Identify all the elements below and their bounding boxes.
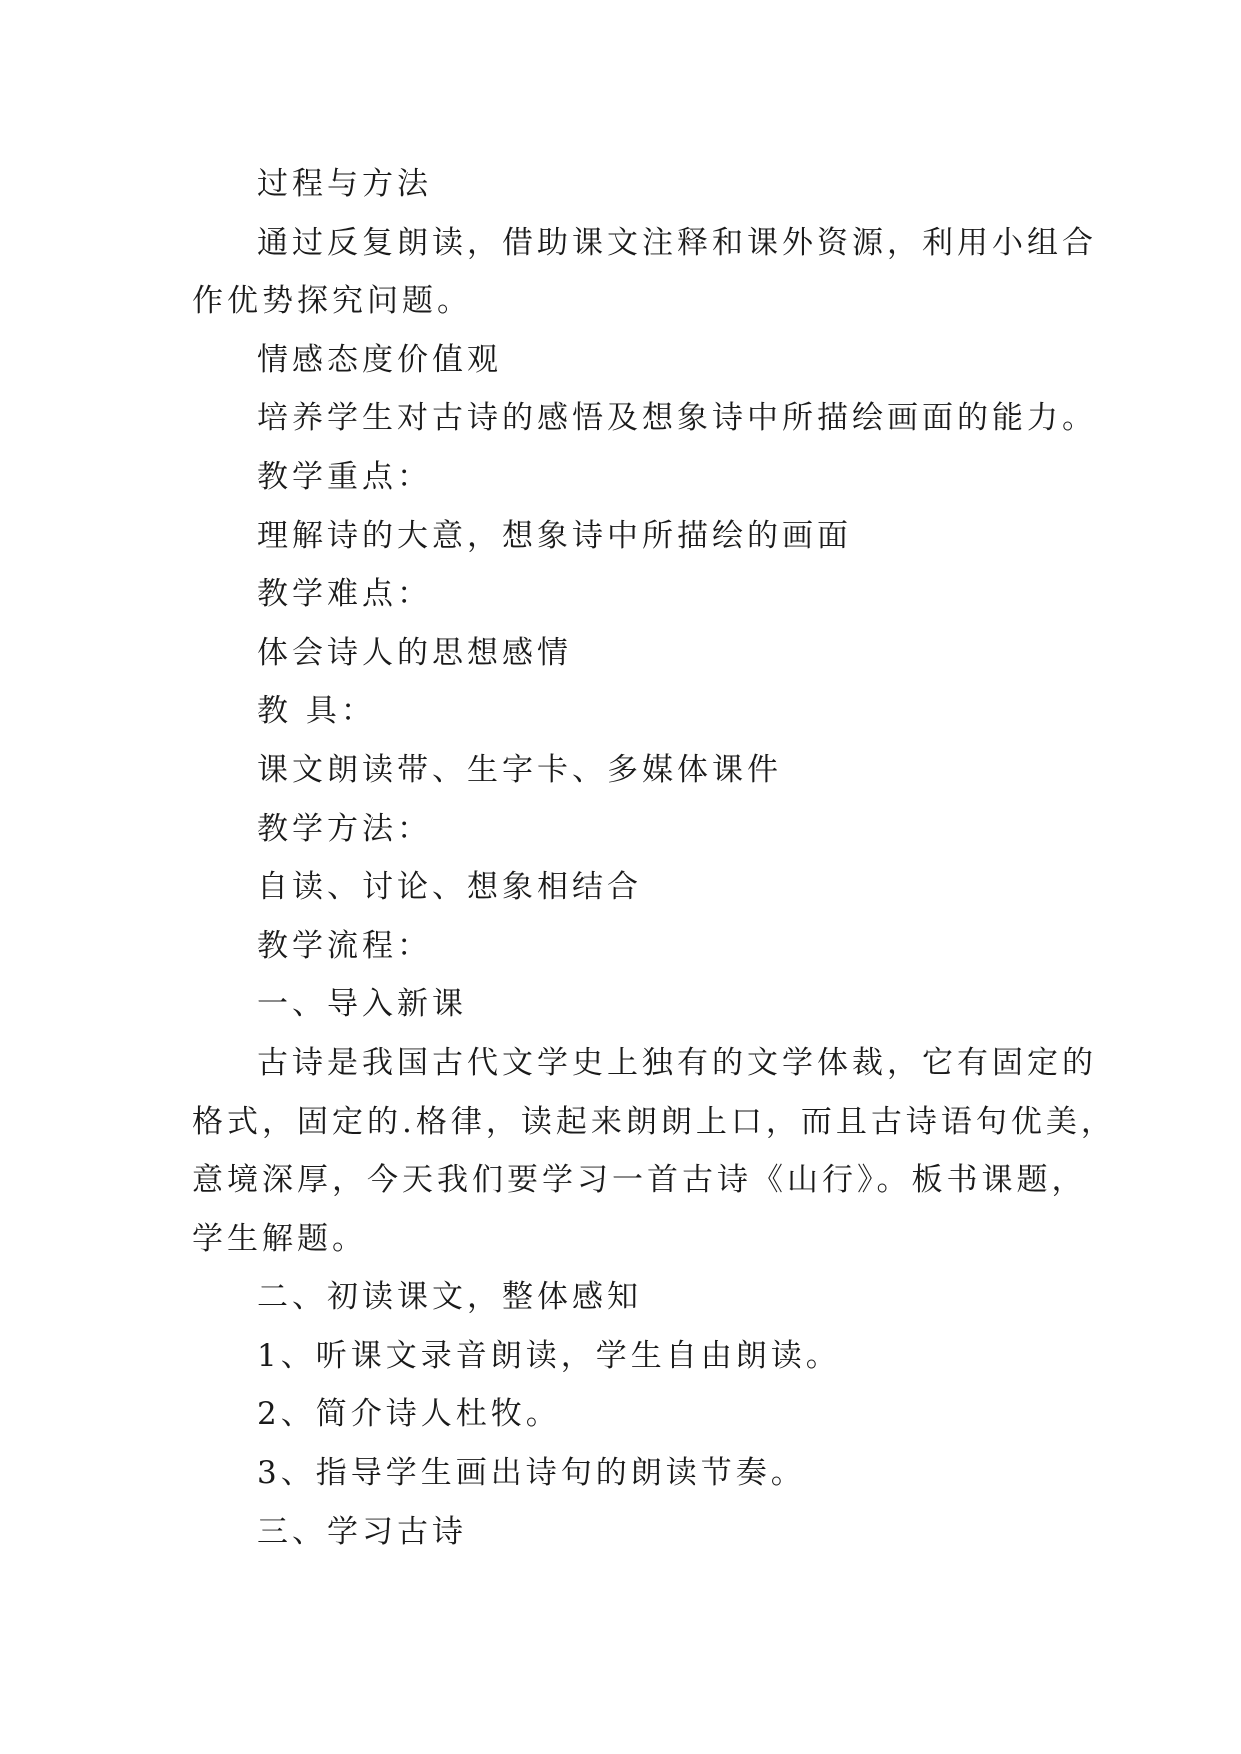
paragraph-line: 体会诗人的思想感情 [257,634,572,671]
heading-teaching-difficulty: 教学难点： [257,576,432,613]
heading-teaching-focus: 教学重点： [257,458,432,495]
paragraph-line: 意境深厚，今天我们要学习一首古诗《山行》。板书课题， [192,1162,1087,1199]
paragraph-line: 作优势探究问题。 [192,283,472,320]
list-item: 2、简介诗人杜牧。 [257,1396,561,1433]
paragraph-line: 古诗是我国古代文学史上独有的文学体裁，它有固定的 [257,1044,1097,1081]
paragraph-line: 格式，固定的.格律，读起来朗朗上口，而且古诗语句优美， [192,1103,1116,1140]
paragraph-line: 自读、讨论、想象相结合 [257,869,642,906]
section-heading: 二、初读课文，整体感知 [257,1279,642,1316]
heading-teaching-tools: 教 具： [257,693,376,730]
paragraph-line: 学生解题。 [192,1220,367,1257]
section-heading: 三、学习古诗 [257,1513,467,1550]
paragraph-line: 通过反复朗读，借助课文注释和课外资源，利用小组合 [257,224,1097,261]
heading-emotion-values: 情感态度价值观 [257,341,502,378]
heading-process-method: 过程与方法 [257,166,432,202]
paragraph-line: 培养学生对古诗的感悟及想象诗中所描绘画面的能力。 [257,400,1097,437]
heading-teaching-method: 教学方法： [257,810,432,847]
paragraph-line: 课文朗读带、生字卡、多媒体课件 [257,751,782,788]
document-body [192,155,1116,1561]
list-item: 1、听课文录音朗读，学生自由朗读。 [257,1337,841,1374]
section-heading: 一、导入新课 [257,986,467,1023]
heading-teaching-process: 教学流程： [257,927,432,964]
list-item: 3、指导学生画出诗句的朗读节奏。 [257,1455,806,1492]
paragraph-line: 理解诗的大意，想象诗中所描绘的画面 [257,517,852,554]
